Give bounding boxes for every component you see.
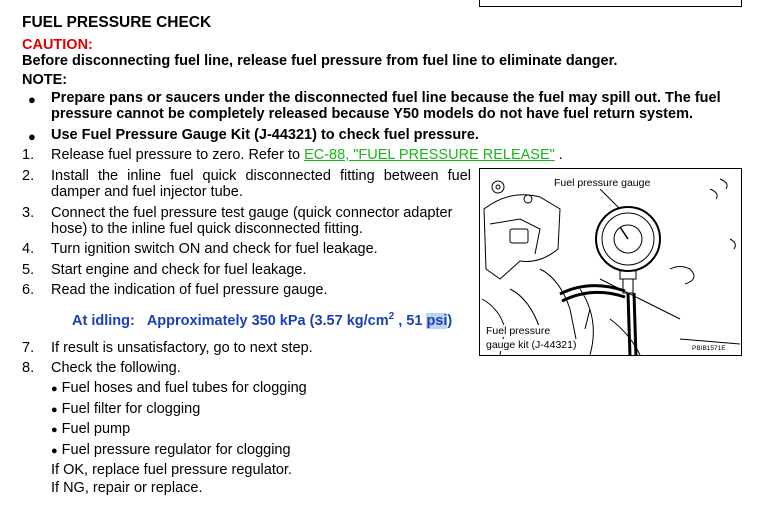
top-figure-code bbox=[700, 0, 731, 1]
step-7-number: 7. bbox=[22, 340, 35, 356]
note-bullet-2: Use Fuel Pressure Gauge Kit (J-44321) to check fuel pressure. bbox=[51, 127, 479, 143]
section-title: FUEL PRESSURE CHECK bbox=[22, 14, 212, 31]
fuel-pressure-gauge-figure bbox=[479, 168, 742, 356]
caution-label: CAUTION: bbox=[22, 37, 93, 53]
step-2-line2: damper and fuel injector tube. bbox=[51, 184, 243, 200]
check-item: ● Fuel pump bbox=[51, 421, 131, 437]
bullet-icon: ● bbox=[28, 129, 36, 144]
step-4-number: 4. bbox=[22, 241, 35, 257]
idling-label: At idling: bbox=[72, 313, 135, 329]
step-5-number: 5. bbox=[22, 262, 35, 278]
check-item: ● Fuel pressure regulator for clogging bbox=[51, 442, 291, 458]
step-6-number: 6. bbox=[22, 282, 35, 298]
note-bullet-1-line2: pressure cannot be completely released because Y50 models do not have fuel return system. bbox=[51, 106, 694, 122]
bullet-icon: ● bbox=[51, 445, 58, 457]
step-5: Start engine and check for fuel leakage. bbox=[51, 262, 307, 278]
check-item: ● Fuel hoses and fuel tubes for clogging bbox=[51, 380, 307, 396]
result-ng: If NG, repair or replace. bbox=[51, 480, 203, 496]
step-8: Check the following. bbox=[51, 360, 181, 376]
idling-value: Approximately 350 kPa (3.57 kg/cm bbox=[146, 313, 389, 329]
idling-spec bbox=[72, 313, 452, 329]
figure-label-kit-line2: gauge kit (J-44321) bbox=[486, 339, 577, 351]
step-6: Read the indication of fuel pressure gauge. bbox=[51, 282, 328, 298]
step-1-after: . bbox=[554, 147, 563, 163]
step-2-line1: Install the inline fuel quick disconnected fitting between fuel bbox=[51, 168, 471, 184]
note-bullet-1-line1: Prepare pans or saucers under the disconnected fuel line because the fuel may spill out. The fuel bbox=[51, 90, 721, 106]
step-4: Turn ignition switch ON and check for fuel leakage. bbox=[51, 241, 378, 257]
caution-text: Before disconnecting fuel line, release fuel pressure from fuel line to eliminate danger. bbox=[22, 53, 618, 69]
bullet-icon: ● bbox=[51, 383, 58, 395]
step-2-number: 2. bbox=[22, 168, 35, 184]
bullet-icon: ● bbox=[51, 404, 58, 416]
idling-mid: , 51 bbox=[394, 313, 427, 329]
step-8-number: 8. bbox=[22, 360, 35, 376]
check-item: ● Fuel filter for clogging bbox=[51, 401, 201, 417]
step-3-line1: Connect the fuel pressure test gauge (quick connector adapter bbox=[51, 205, 453, 221]
idling-unit-selected[interactable]: psi bbox=[426, 313, 448, 329]
step-3-number: 3. bbox=[22, 205, 35, 221]
note-label: NOTE: bbox=[22, 72, 68, 88]
idling-sup: 2 bbox=[388, 311, 395, 323]
fuel-pressure-release-link[interactable]: EC-88, "FUEL PRESSURE RELEASE" bbox=[304, 147, 555, 163]
step-1-text: Release fuel pressure to zero. Refer to bbox=[51, 147, 305, 163]
step-7: If result is unsatisfactory, go to next step. bbox=[51, 340, 313, 356]
idling-close: ) bbox=[447, 313, 453, 329]
figure-code: PBIB1571E bbox=[692, 345, 726, 352]
step-3-line2: hose) to the inline fuel quick disconnected fitting. bbox=[51, 221, 363, 237]
bullet-icon: ● bbox=[28, 92, 36, 107]
step-1-number: 1. bbox=[22, 147, 35, 163]
bullet-icon: ● bbox=[51, 424, 58, 436]
figure-label-kit-line1: Fuel pressure bbox=[486, 325, 551, 337]
step-1 bbox=[51, 147, 563, 163]
top-figure-frame bbox=[479, 0, 742, 7]
result-ok: If OK, replace fuel pressure regulator. bbox=[51, 462, 292, 478]
figure-label-gauge: Fuel pressure gauge bbox=[554, 177, 651, 189]
